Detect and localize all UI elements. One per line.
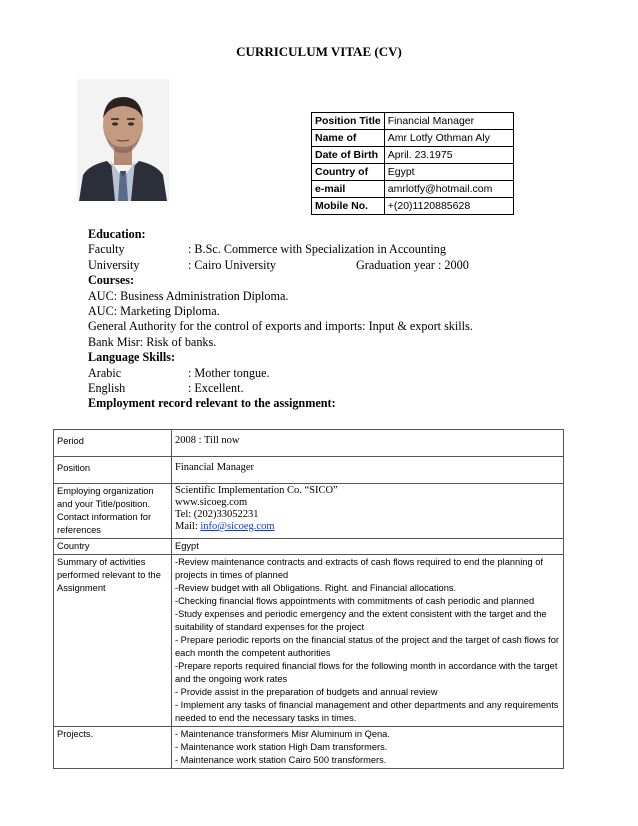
person-photo-icon <box>77 79 169 201</box>
summary-item: -Prepare reports required financial flows for the following month in accordance with the target and the ongoing work rates <box>175 661 558 684</box>
course-item: Bank Misr: Risk of banks. <box>88 334 217 349</box>
project-item: - Maintenance work station Cairo 500 transformers. <box>175 755 387 765</box>
projects-value <box>172 727 564 769</box>
organization-line: www.sicoeg.com <box>175 497 248 508</box>
mail-link[interactable]: info@sicoeg.com <box>200 521 275 532</box>
position-value: Financial Manager <box>172 457 564 484</box>
university-row <box>88 258 558 273</box>
info-key: e-mail <box>312 181 385 198</box>
language-level: : Excellent. <box>188 381 244 396</box>
organization-line: Tel: (202)33052231 <box>175 509 259 520</box>
period-value: 2008 : Till now <box>172 430 564 457</box>
position-label: Position <box>54 457 172 484</box>
organization-mail <box>175 521 560 533</box>
info-row <box>312 113 514 130</box>
period-row <box>54 430 564 457</box>
period-label: Period <box>54 430 172 457</box>
projects-row <box>54 727 564 769</box>
info-value: Egypt <box>384 164 513 181</box>
summary-item: -Review budget with all Obligations. Right. and Financial allocations. <box>175 583 457 593</box>
language-name: English <box>88 381 126 396</box>
summary-item: - Implement any tasks of financial management and other departments and any requirements needed to end the necessary tasks in times. <box>175 700 559 723</box>
info-key: Date of Birth <box>312 147 385 164</box>
summary-label: Summary of activities performed relevant to the Assignment <box>54 555 172 727</box>
project-item: - Maintenance transformers Misr Aluminum in Qena. <box>175 729 390 739</box>
organization-row <box>54 484 564 539</box>
summary-item: - Prepare periodic reports on the financial status of the project and the target of cash flows for each month the competent authorities <box>175 635 559 658</box>
language-row <box>88 381 558 396</box>
info-row <box>312 181 514 198</box>
info-row <box>312 198 514 215</box>
info-value: +(20)1120885628 <box>384 198 513 215</box>
mail-prefix: Mail: <box>175 521 201 532</box>
country-label: Country <box>54 539 172 555</box>
summary-item: -Checking financial flows appointments with commitments of cash periodic and planned <box>175 596 535 606</box>
organization-label: Employing organization and your Title/position. Contact information for references <box>54 484 172 539</box>
organization-value <box>172 484 564 539</box>
personal-info-table <box>311 112 514 215</box>
graduation-label: Graduation year <box>356 257 435 272</box>
country-value: Egypt <box>172 539 564 555</box>
organization-line: Scientific Implementation Co. “SICO” <box>175 485 338 496</box>
info-row <box>312 164 514 181</box>
summary-item: -Review maintenance contracts and extracts of cash flows required to end the planning of projects in times of planned <box>175 557 543 580</box>
info-row <box>312 147 514 164</box>
info-value: April. 23.1975 <box>384 147 513 164</box>
info-value: Financial Manager <box>384 113 513 130</box>
projects-label: Projects. <box>54 727 172 769</box>
info-key: Name of <box>312 130 385 147</box>
employment-table <box>53 429 564 769</box>
summary-row <box>54 555 564 727</box>
summary-item: -Study expenses and periodic emergency and the extent consistent with the target and the suitability of standard expenses for the project <box>175 609 547 632</box>
info-key: Country of <box>312 164 385 181</box>
faculty-value: : B.Sc. Commerce with Specialization in Accounting <box>188 242 446 257</box>
position-row <box>54 457 564 484</box>
faculty-label: Faculty <box>88 242 125 257</box>
course-item: AUC: Business Administration Diploma. <box>88 288 289 303</box>
courses-heading: Courses: <box>88 273 135 288</box>
language-row <box>88 366 558 381</box>
info-key: Position Title <box>312 113 385 130</box>
country-row <box>54 539 564 555</box>
graduation-value: : 2000 <box>438 257 469 272</box>
info-value: Amr Lotfy Othman Aly <box>384 130 513 147</box>
info-value: amrlotfy@hotmail.com <box>384 181 513 198</box>
employment-heading: Employment record relevant to the assignment: <box>88 396 336 411</box>
education-heading: Education: <box>88 227 146 241</box>
language-heading: Language Skills: <box>88 350 176 365</box>
language-level: : Mother tongue. <box>188 365 270 380</box>
project-item: - Maintenance work station High Dam transformers. <box>175 742 388 752</box>
info-key: Mobile No. <box>312 198 385 215</box>
summary-value <box>172 555 564 727</box>
course-item: AUC: Marketing Diploma. <box>88 304 220 318</box>
person-photo <box>77 79 169 201</box>
page-title: CURRICULUM VITAE (CV) <box>236 44 402 59</box>
university-value: : Cairo University <box>188 257 277 272</box>
university-label: University <box>88 257 140 272</box>
course-item: General Authority for the control of exports and imports: Input & export skills. <box>88 319 473 334</box>
education-section <box>88 227 558 412</box>
language-name: Arabic <box>88 365 122 380</box>
summary-item: - Provide assist in the preparation of budgets and annual review <box>175 687 438 697</box>
faculty-row <box>88 242 558 257</box>
info-row <box>312 130 514 147</box>
